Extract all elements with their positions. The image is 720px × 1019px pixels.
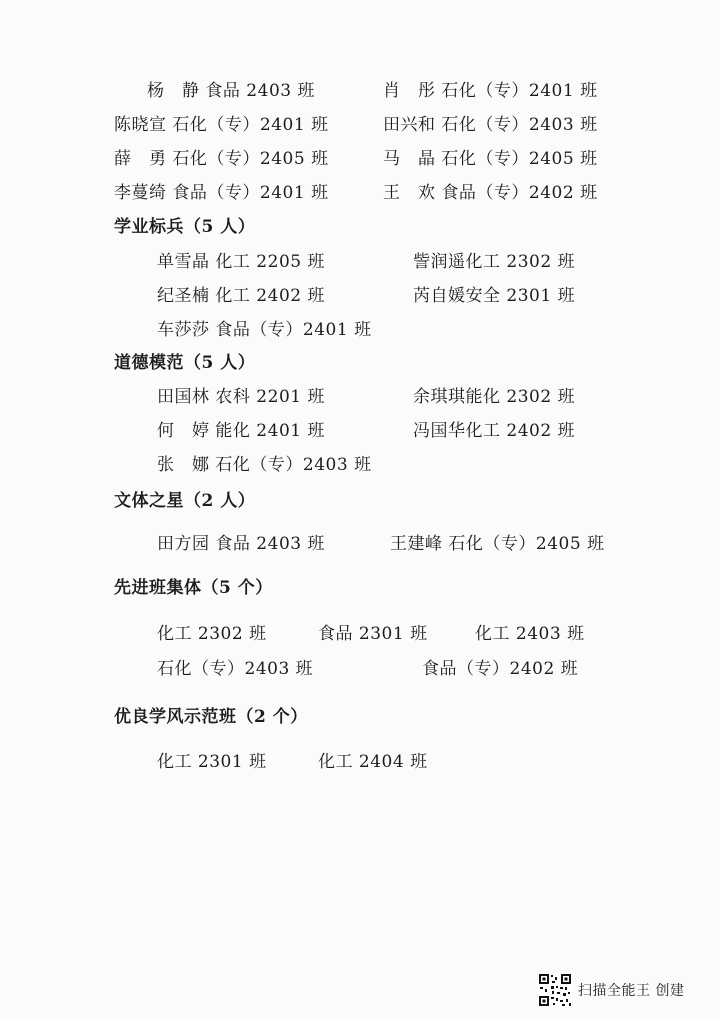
- list-item: [383, 149, 598, 169]
- scanner-watermark: [538, 970, 698, 1010]
- person-name: 陈晓宣: [114, 115, 167, 135]
- class-item: 化工 2301 班: [157, 752, 267, 772]
- list-item: [413, 387, 575, 407]
- list-item: [157, 320, 372, 340]
- person-name: 李蔓绮: [114, 183, 167, 203]
- list-item: [413, 421, 575, 441]
- section-heading-moral: 道德模范（5 人）: [114, 353, 256, 373]
- class-item: 化工 2403 班: [475, 624, 585, 644]
- person-class: 食品（专）2401 班: [172, 183, 329, 203]
- person-class: 石化（专）2405 班: [172, 149, 329, 169]
- section-heading-sports: 文体之星（2 人）: [114, 491, 256, 511]
- list-item: [114, 149, 329, 169]
- qr-code-icon: [538, 973, 572, 1007]
- person-name: 车莎莎: [157, 320, 210, 340]
- list-item: [157, 252, 325, 272]
- person-name: 田国林: [157, 387, 210, 407]
- person-class: 石化（专）2403 班: [441, 115, 598, 135]
- person-class: 能化 2302 班: [465, 387, 576, 407]
- person-name: 田兴和: [383, 115, 436, 135]
- person-name: 张 娜: [157, 455, 210, 475]
- person-name: 芮自媛: [413, 286, 466, 306]
- class-item: 食品（专）2402 班: [422, 659, 579, 679]
- list-item: [114, 183, 329, 203]
- person-class: 食品（专）2401 班: [215, 320, 372, 340]
- brand-label: 扫描全能王 创建: [578, 983, 685, 999]
- list-item: [114, 115, 329, 135]
- person-name: 杨 静: [147, 81, 200, 101]
- section-heading-advanced-class: 先进班集体（5 个）: [114, 578, 273, 598]
- person-name: 王 欢: [383, 183, 436, 203]
- person-class: 食品 2403 班: [205, 81, 315, 101]
- list-item: [413, 286, 575, 306]
- list-item: [157, 455, 372, 475]
- list-item: [157, 421, 325, 441]
- list-item: [157, 534, 325, 554]
- person-class: 食品 2403 班: [215, 534, 325, 554]
- section-heading-academic: 学业标兵（5 人）: [114, 217, 256, 237]
- person-name: 余琪琪: [413, 387, 466, 407]
- list-item: [157, 387, 325, 407]
- section-heading-model-class: 优良学风示范班（2 个）: [114, 707, 308, 727]
- person-name: 肖 彤: [383, 81, 436, 101]
- person-class: 食品（专）2402 班: [441, 183, 598, 203]
- list-item: [413, 252, 575, 272]
- list-item: [383, 81, 598, 101]
- person-name: 纪圣楠: [157, 286, 210, 306]
- list-item: [383, 115, 598, 135]
- list-item: [147, 81, 315, 101]
- person-class: 石化（专）2405 班: [441, 149, 598, 169]
- person-class: 化工 2205 班: [215, 252, 325, 272]
- person-class: 化工 2302 班: [465, 252, 576, 272]
- person-name: 薛 勇: [114, 149, 167, 169]
- list-item: [390, 534, 605, 554]
- person-class: 安全 2301 班: [465, 286, 576, 306]
- list-item: [383, 183, 598, 203]
- class-item: 化工 2404 班: [318, 752, 428, 772]
- person-class: 石化（专）2405 班: [448, 534, 605, 554]
- person-name: 冯国华: [413, 421, 466, 441]
- person-name: 单雪晶: [157, 252, 210, 272]
- person-class: 农科 2201 班: [215, 387, 325, 407]
- person-name: 何 婷: [157, 421, 210, 441]
- person-class: 石化（专）2401 班: [441, 81, 598, 101]
- list-item: [157, 286, 325, 306]
- person-name: 王建峰: [390, 534, 443, 554]
- class-item: 食品 2301 班: [318, 624, 428, 644]
- person-class: 石化（专）2403 班: [215, 455, 372, 475]
- person-name: 马 晶: [383, 149, 436, 169]
- person-name: 田方园: [157, 534, 210, 554]
- person-name: 訾润遥: [413, 252, 466, 272]
- person-class: 化工 2402 班: [215, 286, 325, 306]
- class-item: 化工 2302 班: [157, 624, 267, 644]
- person-class: 能化 2401 班: [215, 421, 325, 441]
- person-class: 化工 2402 班: [465, 421, 576, 441]
- person-class: 石化（专）2401 班: [172, 115, 329, 135]
- class-item: 石化（专）2403 班: [157, 659, 314, 679]
